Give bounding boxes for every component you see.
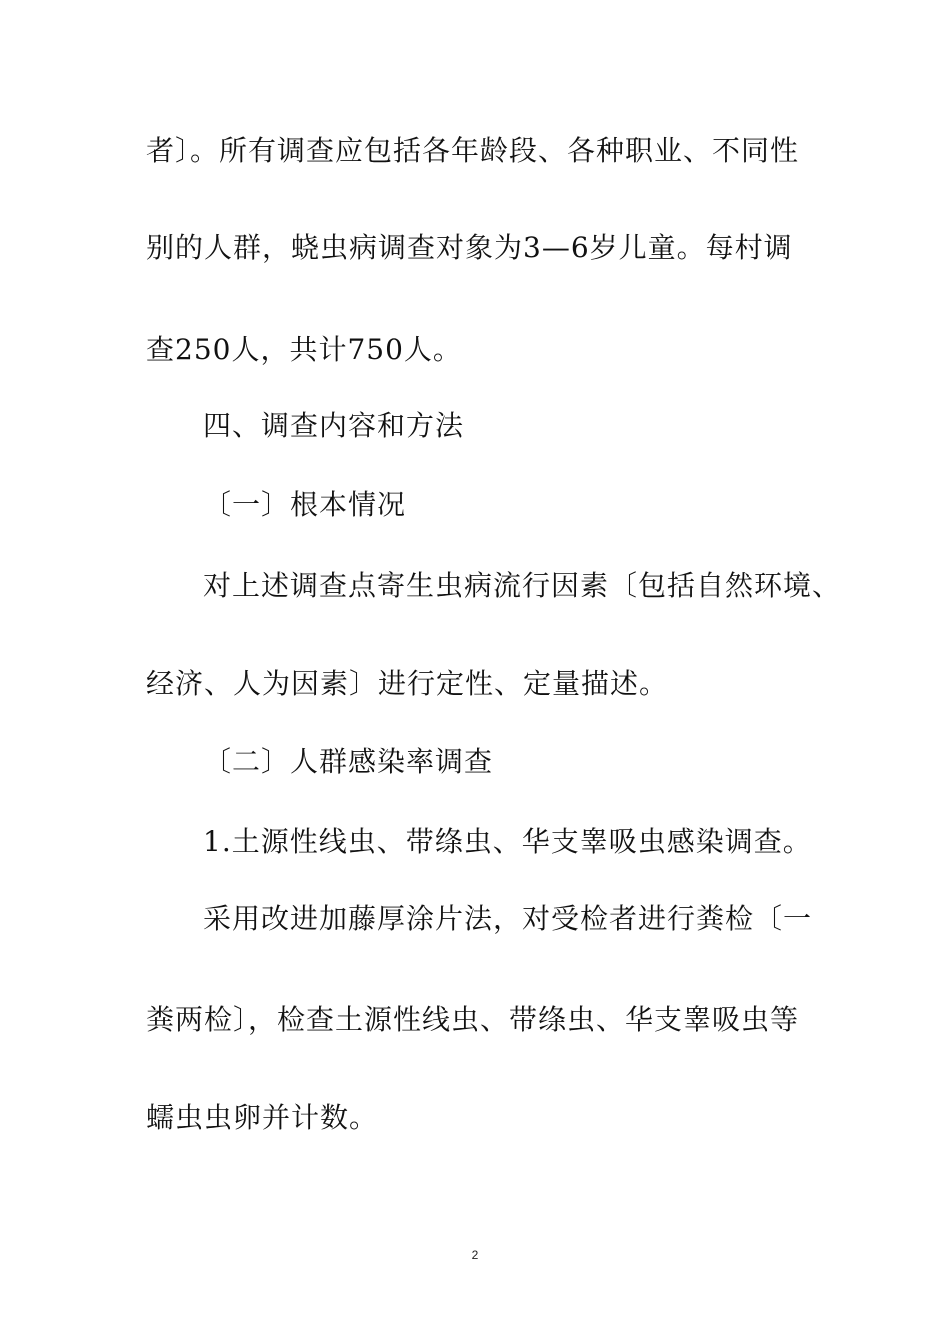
section-heading-4: 四、调查内容和方法 bbox=[203, 409, 465, 442]
subsection-heading-basic: 〔一〕根本情况 bbox=[203, 488, 407, 521]
body-line-12: 蠕虫虫卵并计数。 bbox=[146, 1101, 379, 1134]
body-line-2: 别的人群，蛲虫病调查对象为3—6岁儿童。每村调 bbox=[146, 231, 793, 264]
body-line-7: 经济、人为因素〕进行定性、定量描述。 bbox=[146, 667, 669, 700]
body-line-3: 查250人，共计750人。 bbox=[146, 333, 462, 366]
body-line-10: 采用改进加藤厚涂片法，对受检者进行粪检〔一 bbox=[203, 902, 813, 935]
numbered-item-1: 1.土源性线虫、带绦虫、华支睾吸虫感染调查。 bbox=[203, 825, 812, 858]
page-number: 2 bbox=[471, 1248, 479, 1262]
body-line-11: 粪两检〕，检查土源性线虫、带绦虫、华支睾吸虫等 bbox=[146, 1003, 800, 1036]
body-line-1: 者〕。所有调查应包括各年龄段、各种职业、不同性 bbox=[146, 134, 800, 167]
body-line-6: 对上述调查点寄生虫病流行因素〔包括自然环境、 bbox=[203, 569, 842, 602]
subsection-heading-infection: 〔二〕人群感染率调查 bbox=[203, 745, 494, 778]
